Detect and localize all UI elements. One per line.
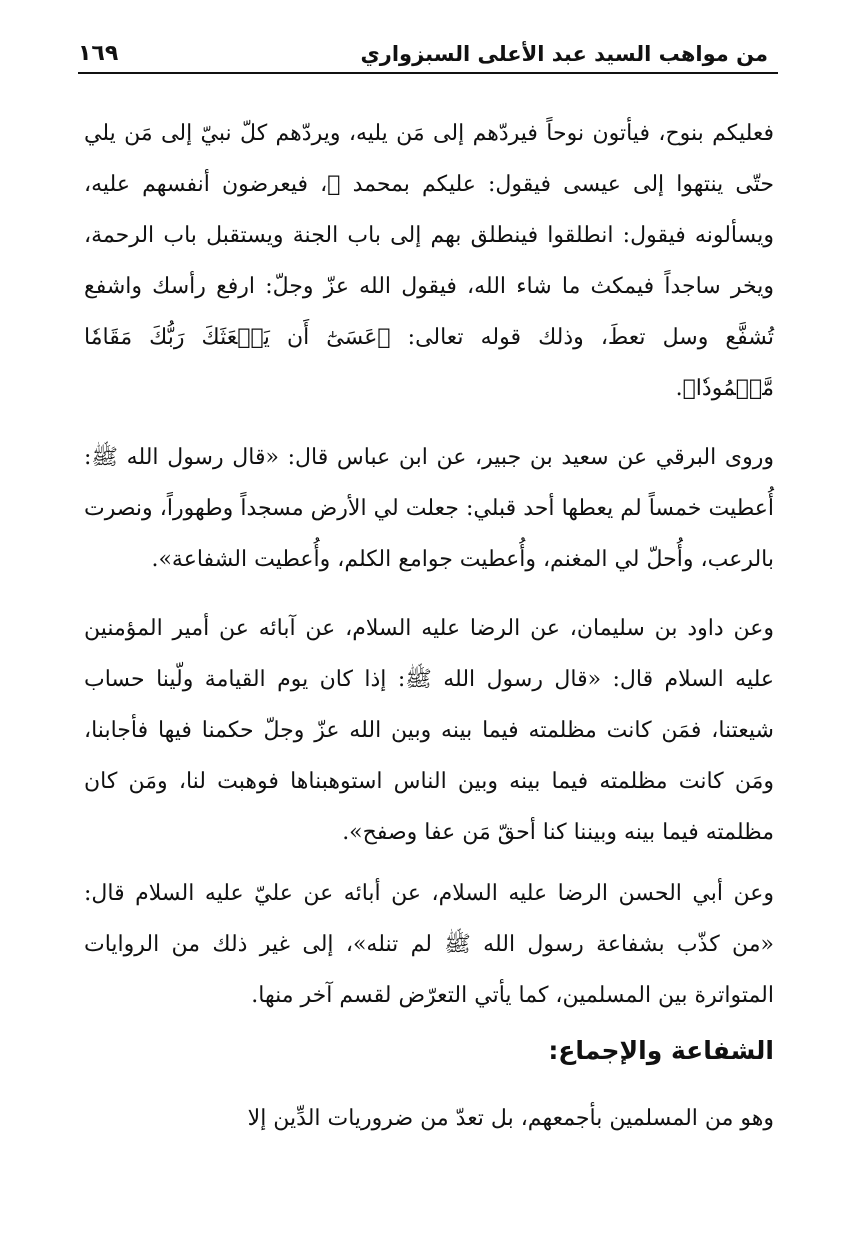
section-heading: الشفاعة والإجماع: [548,1036,774,1065]
paragraph-rida-narration: وعن أبي الحسن الرضا عليه السلام، عن أبائه عن عليّ عليه السلام قال: «من كذّب بشفاعة رسول الله ﷺ لم تنله»، إلى غير ذلك من الروايات المتواترة بين المسلمين، كما يأتي التعرّض لقسم آخر منها. [84,881,774,1008]
paragraph-consensus: وهو من المسلمين بأجمعهم، بل تعدّ من ضروريات الدِّين إلا [247,1106,774,1131]
paragraph-intercession-narration: فعليكم بنوح، فيأتون نوحاً فيردّهم إلى مَن يليه، ويردّهم كلّ نبيّ إلى مَن يلي حتّى ينتهوا إلى عيسى فيقول: عليكم بمحمد ﷺ، فيعرضون أنفسهم عليه، ويسألونه فيقول: انطلقوا فينطلق بهم إلى باب الجنة ويستقبل باب الرحمة، ويخر ساجداً فيمكث ما شاء الله، فيقول الله عزّ وجلّ: ارفع رأسك واشفع تُشفَّع وسل تعطَ، وذلك قوله تعالى: ﴿عَسَىٰٓ أَن يَبۡعَثَكَ رَبُّكَ مَقَامٗا مَّحۡمُودٗا﴾. [84,121,774,401]
body-text [84,108,774,1162]
paragraph-dawud-narration: وعن داود بن سليمان، عن الرضا عليه السلام، عن آبائه عن أمير المؤمنين عليه السلام قال: «قال رسول الله ﷺ: إذا كان يوم القيامة ولّينا حساب شيعتنا، فمَن كانت مظلمته فيما بينه وبين الله عزّ وجلّ حكمنا فيها فأجابنا، ومَن كانت مظلمته فيما بينه وبين الناس استوهبناها فوهبت لنا، ومَن كان مظلمته فيما بينه وبيننا كنا أحقّ مَن عفا وصفح». [84,616,774,845]
header-divider [78,72,778,74]
page-number: ١٦٩ [78,41,119,66]
running-header [78,28,768,66]
running-header-title: من مواهب السيد عبد الأعلى السبزواري [360,42,768,66]
paragraph-barqi-narration: وروى البرقي عن سعيد بن جبير، عن ابن عباس قال: «قال رسول الله ﷺ: أُعطيت خمساً لم يعطها أحد قبلي: جعلت لي الأرض مسجداً وطهوراً، ونصرت بالرعب، وأُحلّ لي المغنم، وأُعطيت جوامع الكلم، وأُعطيت الشفاعة». [84,445,774,572]
